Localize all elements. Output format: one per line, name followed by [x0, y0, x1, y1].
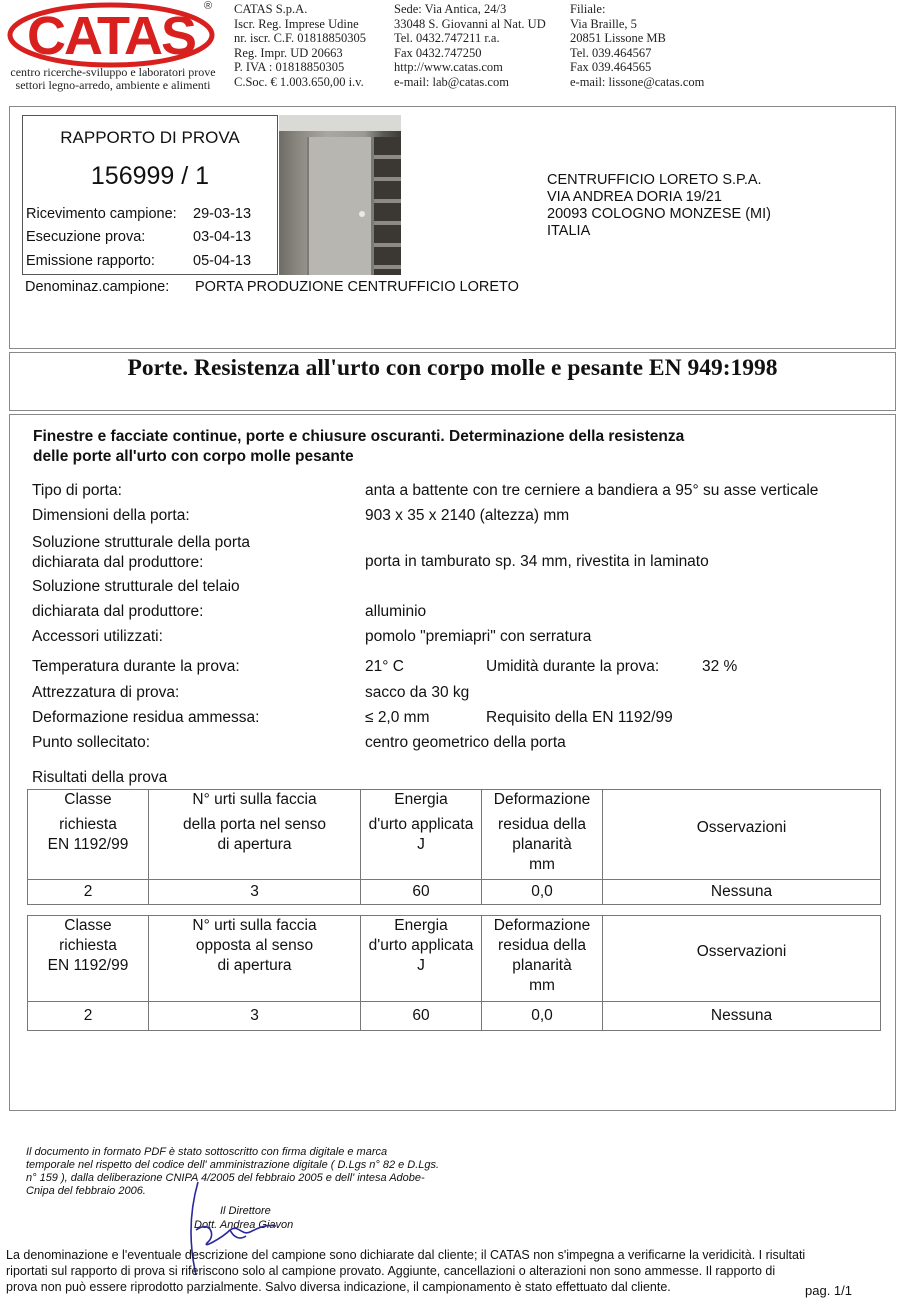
- header-deformation: Deformazione residua della planarità mm: [482, 916, 603, 1002]
- test-title: Porte. Resistenza all'urto con corpo molle e pesante EN 949:1998: [127, 355, 778, 381]
- header-impacts: N° urti sulla faccia opposta al senso di apertura: [149, 916, 361, 1002]
- header-impacts: N° urti sulla faccia della porta nel senso di apertura: [149, 790, 361, 880]
- header-energy: Energia d'urto applicata J: [361, 916, 482, 1002]
- cell-observations: Nessuna: [603, 1002, 881, 1031]
- headquarters-info: Sede: Via Antica, 24/3 33048 S. Giovanni al Nat. UD Tel. 0432.747211 r.a. Fax 0432.747250 http://www.catas.com e-mail: lab@catas.com: [394, 2, 546, 89]
- test-title-frame: [9, 352, 896, 411]
- prop-label: Attrezzatura di prova:: [32, 684, 180, 701]
- cell-impacts: 3: [149, 880, 361, 905]
- report-number: 156999 / 1: [90, 162, 210, 190]
- prop-label: Tipo di porta:: [32, 482, 122, 499]
- prop-label: Soluzione strutturale della porta: [32, 534, 250, 551]
- results-table-opening-side: [27, 789, 881, 905]
- sample-photo: [279, 115, 401, 275]
- cell-class: 2: [28, 1002, 149, 1031]
- humidity-label: Umidità durante la prova:: [486, 658, 660, 675]
- prop-label: Punto sollecitato:: [32, 734, 151, 751]
- issue-date-label: Emissione rapporto:: [26, 253, 155, 269]
- registered-mark: ®: [204, 0, 213, 12]
- prop-value: 21° C: [365, 658, 404, 675]
- catas-logo: [6, 2, 216, 68]
- prop-label: Soluzione strutturale del telaio: [32, 578, 240, 595]
- cell-deformation: 0,0: [482, 880, 603, 905]
- issue-date-value: 05-04-13: [193, 253, 252, 269]
- results-table-opposite-side: [27, 915, 881, 1031]
- branch-info: Filiale: Via Braille, 5 20851 Lissone MB Tel. 039.464567 Fax 039.464565 e-mail: lissone@catas.com: [570, 2, 705, 89]
- prop-value: anta a battente con tre cerniere a bandiera a 95° su asse verticale: [365, 482, 819, 499]
- director-name: Dott. Andrea Giavon: [194, 1219, 294, 1231]
- table-header-row: [28, 916, 881, 1002]
- table-row: [28, 1002, 881, 1031]
- header-class: Classe richiesta EN 1192/99: [28, 916, 149, 1002]
- humidity-value: 32 %: [702, 658, 738, 675]
- logo-subtitle: centro ricerche-sviluppo e laboratori prove settori legno-arredo, ambiente e alimenti: [10, 65, 216, 92]
- report-title: RAPPORTO DI PROVA: [60, 128, 240, 147]
- requirement-text: Requisito della EN 1192/99: [486, 709, 673, 726]
- results-label: Risultati della prova: [32, 769, 168, 786]
- cell-deformation: 0,0: [482, 1002, 603, 1031]
- company-info: CATAS S.p.A. Iscr. Reg. Imprese Udine nr. iscr. C.F. 01818850305 Reg. Impr. UD 20663 P. IVA : 01818850305 C.Soc. € 1.003.650,00 i.v.: [234, 2, 366, 89]
- header-energy: Energia d'urto applicata J: [361, 790, 482, 880]
- prop-label: Deformazione residua ammessa:: [32, 709, 260, 726]
- page-number: pag. 1/1: [805, 1283, 852, 1298]
- cell-energy: 60: [361, 1002, 482, 1031]
- cell-class: 2: [28, 880, 149, 905]
- digital-signature-note: Il documento in formato PDF è stato sottoscritto con firma digitale e marca temporale nel rispetto del codice dell' amministrazione digitale ( D.Lgs n° 82 e D.Lgs. n° 159 ), dalla deliberazione CNIPA 4/2005 del febbraio 2005 e dell' intesa Adobe- Cnipa del febbraio 2006.: [26, 1146, 440, 1197]
- logo-text: CATAS: [27, 6, 195, 66]
- prop-label: Dimensioni della porta:: [32, 507, 190, 524]
- sample-name-value: PORTA PRODUZIONE CENTRUFFICIO LORETO: [195, 279, 519, 295]
- prop-value: porta in tamburato sp. 34 mm, rivestita in laminato: [365, 553, 709, 570]
- prop-value: pomolo "premiapri" con serratura: [365, 628, 592, 645]
- prop-label: Accessori utilizzati:: [32, 628, 163, 645]
- prop-value: sacco da 30 kg: [365, 684, 470, 701]
- table-header-row: [28, 790, 881, 880]
- table-row: [28, 880, 881, 905]
- director-title: Il Direttore: [220, 1205, 271, 1217]
- prop-label: dichiarata dal produttore:: [32, 603, 204, 620]
- header-deformation: Deformazione residua della planarità mm: [482, 790, 603, 880]
- prop-value: centro geometrico della porta: [365, 734, 566, 751]
- receipt-date-label: Ricevimento campione:: [26, 206, 177, 222]
- execution-date-label: Esecuzione prova:: [26, 229, 146, 245]
- section-heading: Finestre e facciate continue, porte e chiusure oscuranti. Determinazione della resistenza delle porte all'urto con corpo molle pesante: [33, 428, 685, 465]
- header-observations: Osservazioni: [603, 790, 881, 880]
- header-class: Classe richiesta EN 1192/99: [28, 790, 149, 880]
- cell-observations: Nessuna: [603, 880, 881, 905]
- client-address: CENTRUFFICIO LORETO S.P.A. VIA ANDREA DORIA 19/21 20093 COLOGNO MONZESE (MI) ITALIA: [547, 172, 771, 239]
- disclaimer: La denominazione e l'eventuale descrizione del campione sono dichiarate dal cliente; il CATAS non s'impegna a verificarne la veridicità. I risultati riportati sul rapporto di prova si riferiscono solo al campione provato. Aggiunte, cancellazioni o alterazioni non sono ammesse. Il rapporto di prova non può essere riprodotto parzialmente. Salvo diversa indicazione, il campionamento è stato effettuato dal cliente.: [6, 1248, 806, 1294]
- receipt-date-value: 29-03-13: [193, 206, 252, 222]
- execution-date-value: 03-04-13: [193, 229, 252, 245]
- cell-energy: 60: [361, 880, 482, 905]
- prop-value: 903 x 35 x 2140 (altezza) mm: [365, 507, 570, 524]
- prop-label: Temperatura durante la prova:: [32, 658, 240, 675]
- cell-impacts: 3: [149, 1002, 361, 1031]
- prop-label: dichiarata dal produttore:: [32, 554, 204, 571]
- report-id-box: [22, 115, 278, 275]
- header-observations: Osservazioni: [603, 916, 881, 1002]
- prop-value: ≤ 2,0 mm: [365, 709, 430, 726]
- sample-name-label: Denominaz.campione:: [25, 279, 170, 295]
- prop-value: alluminio: [365, 603, 427, 620]
